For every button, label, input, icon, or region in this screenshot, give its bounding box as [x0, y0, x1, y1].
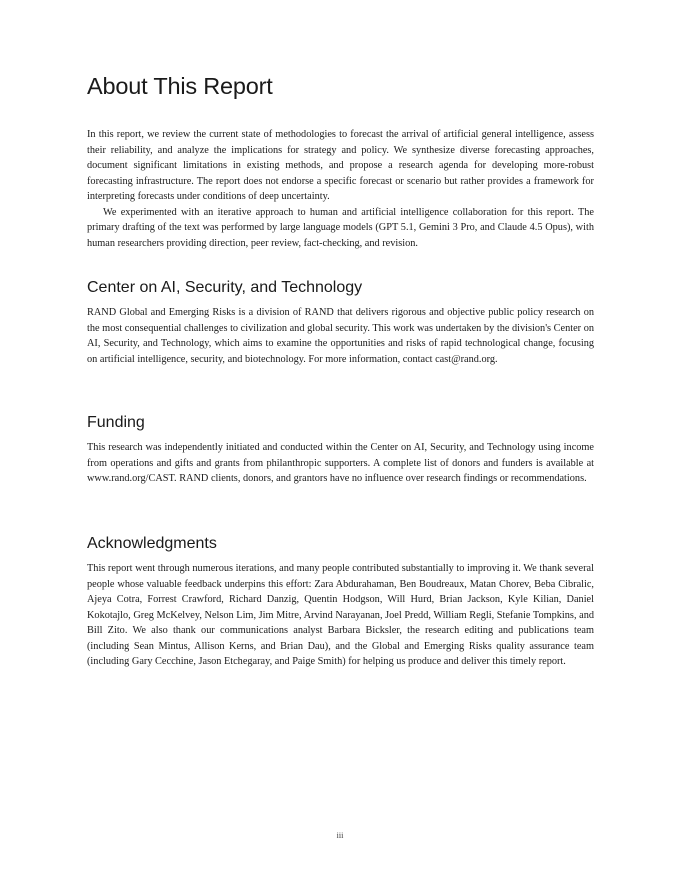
acknowledgments-heading: Acknowledgments	[87, 535, 217, 552]
funding-section	[87, 414, 594, 487]
about-paragraph-2: We experimented with an iterative approach to human and artificial intelligence collaboration for this report. The primary drafting of the text was performed by large language models (GPT 5.1, Gemini 3 Pro, and Claude 4.5 Opus), with human researchers providing direction, peer review, fact-checking, and revision.	[87, 206, 594, 249]
about-paragraph-1: In this report, we review the current state of methodologies to forecast the arrival of artificial general intelligence, assess their reliability, and analyze the implications for strategy and policy. We synthesize diverse forecasting approaches, document significant limitations in existing methods, and propose a research agenda for developing more-robust forecasting infrastructure. The report does not endorse a specific forecast or scenario but rather provides a framework for interpreting forecasts under conditions of deep uncertainty.	[87, 129, 594, 202]
center-section	[87, 279, 594, 367]
about-section	[87, 127, 594, 251]
acknowledgments-paragraph: This report went through numerous iterations, and many people contributed substantially to improving it. We thank several people whose valuable feedback underpins this effort: Zara Abdurahaman, Ben Boudreaux, Matan Chorev, Beba Cibralic, Ajeya Cotra, Forrest Crawford, Richard Danzig, Quentin Hodgson, Will Hurd, Brian Jackson, Kyle Kilian, Daniel Kokotajlo, Greg McKelvey, Nelson Lim, Jim Mitre, Arvind Narayanan, Joel Predd, William Regli, Stefanie Tompkins, and Bill Zito. We also thank our communications analyst Barbara Bicksler, the research editing and publications team (including Sean Mintus, Allison Kerns, and Brian Dau), and the Global and Emerging Risks quality assurance team (including Gary Cecchine, Jason Etchegaray, and Paige Smith) for helping us produce and deliver this timely report.	[87, 563, 594, 667]
page-number: iii	[336, 831, 344, 840]
funding-paragraph: This research was independently initiated and conducted within the Center on AI, Security, and Technology using income from operations and gifts and grants from philanthropic supporters. A complete list of donors and funders is available at www.rand.org/CAST. RAND clients, donors, and grantors have no influence over research findings or recommendations.	[87, 442, 594, 484]
acknowledgments-section	[87, 535, 594, 670]
funding-heading: Funding	[87, 414, 145, 431]
center-heading: Center on AI, Security, and Technology	[87, 279, 363, 296]
center-paragraph: RAND Global and Emerging Risks is a division of RAND that delivers rigorous and objective public policy research on the most consequential challenges to civilization and global security. This work was undertaken by the division's Center on AI, Security, and Technology, which aims to examine the opportunities and risks of rapid technological change, focusing on artificial intelligence, security, and biotechnology. For more information, contact cast@rand.org.	[87, 307, 594, 365]
page-title: About This Report	[87, 73, 273, 99]
